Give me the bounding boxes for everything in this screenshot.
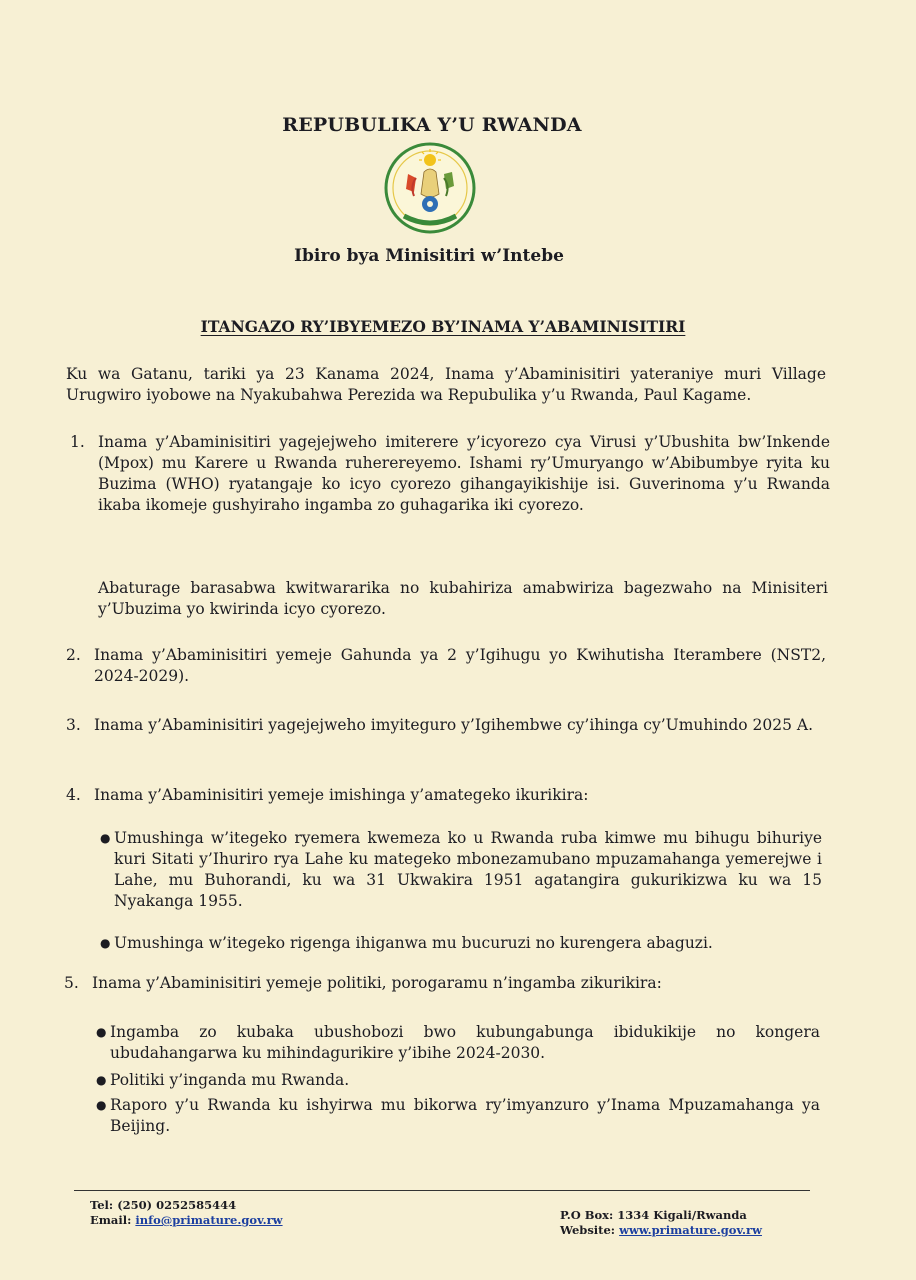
bullet-text: Raporo y’u Rwanda ku ishyirwa mu bikorwa ry’imyanzuro y’Inama Mpuzamahanga ya Beijing. [110,1096,820,1135]
intro-paragraph: Ku wa Gatanu, tariki ya 23 Kanama 2024, Inama y’Abaminisitiri yateraniye muri Village Urugwiro iyobowe na Nyakubahwa Perezida wa Repubulika y’u Rwanda, Paul Kagame. [66,365,826,404]
item-text: Inama y’Abaminisitiri yemeje Gahunda ya 2 y’Igihugu yo Kwihutisha Iterambere (NST2, 2024-2029). [94,646,826,685]
office-heading: Ibiro bya Minisitiri w’Intebe [294,246,564,266]
bullet-text: Umushinga w’itegeko rigenga ihiganwa mu bucuruzi no kurengera abaguzi. [114,934,713,952]
item-text: Inama y’Abaminisitiri yagejejweho imyiteguro y’Igihembwe cy’ihinga cy’Umuhindo 2025 A. [94,716,814,734]
bullet-text: Umushinga w’itegeko ryemera kwemeza ko u Rwanda ruba kimwe mu bihugu bihuriye kuri Sitati y’Ihuriro rya Lahe ku mategeko mbonezamubano mpuzamahanga yemerejwe i Lahe, mu Buhorandi, ku wa 31 Ukwakira 1951 agatangira gukurikizwa ku wa 15 Nyakanga 1955. [114,829,822,910]
website-label: Website: [560,1223,616,1237]
bullet-icon: ● [100,936,111,950]
national-emblem-icon [384,138,476,238]
item-number: 3. [66,716,81,734]
item-number: 2. [66,646,81,664]
footer-contact-left [90,1198,283,1228]
document-title: ITANGAZO RY’IBYEMEZO BY’INAMA Y’ABAMINISITIRI [200,317,686,336]
bullet-icon: ● [100,831,111,845]
email-link[interactable]: info@primature.gov.rw [135,1213,283,1227]
website-link[interactable]: www.primature.gov.rw [619,1223,762,1237]
item-text: Inama y’Abaminisitiri yagejejweho imiterere y’icyorezo cya Virusi y’Ubushita bw’Inkende (Mpox) mu Karere u Rwanda ruherereyemo. Ishami ry’Umuryango w’Abibumbye ryita ku Buzima (WHO) ryatangaje ko icyo cyorezo gihangayikishije isi. Guverinoma y’u Rwanda ikaba ikomeje gushyiraho ingamba zo guhagarika iki cyorezo. [98,433,830,514]
item-text: Inama y’Abaminisitiri yemeje politiki, porogaramu n’ingamba zikurikira: [92,974,662,992]
pobox-label: P.O Box: [560,1208,614,1222]
email-label: Email: [90,1213,132,1227]
bullet-text: Ingamba zo kubaka ubushobozi bwo kubungabunga ibidukikije no kongera ubudahangarwa ku mihindagurikire y’ibihe 2024-2030. [110,1023,820,1062]
bullet-icon: ● [96,1098,107,1112]
footer-contact-right [560,1208,762,1238]
bullet-icon: ● [96,1073,107,1087]
item-number: 1. [70,433,85,451]
tel-value: (250) 0252585444 [117,1198,237,1212]
tel-label: Tel: [90,1198,114,1212]
item-1-note: Abaturage barasabwa kwitwararika no kubahiriza amabwiriza bagezwaho na Minisiteri y’Ubuzima yo kwirinda icyo cyorezo. [98,579,828,618]
item-text: Inama y’Abaminisitiri yemeje imishinga y’amategeko ikurikira: [94,786,589,804]
item-number: 5. [64,974,79,992]
pobox-value: 1334 Kigali/Rwanda [617,1208,747,1222]
footer-divider [74,1190,810,1191]
item-number: 4. [66,786,81,804]
country-heading: REPUBULIKA Y’U RWANDA [282,114,582,136]
bullet-icon: ● [96,1025,107,1039]
bullet-text: Politiki y’inganda mu Rwanda. [110,1071,350,1089]
